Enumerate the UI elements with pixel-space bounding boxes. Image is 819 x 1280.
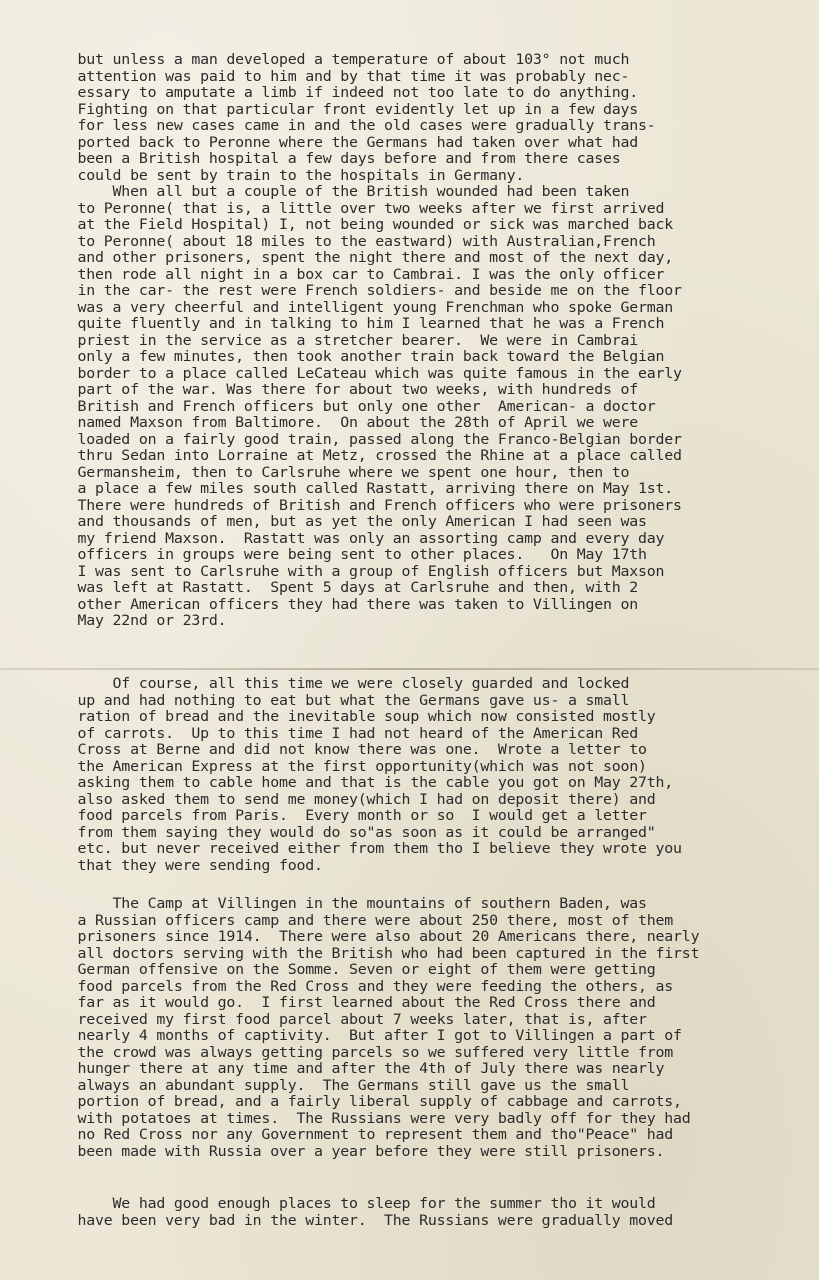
paragraph-4 [60, 1196, 800, 1229]
text-line: far as it would go. I first learned about the Red Cross there and [60, 994, 656, 1011]
text-line: portion of bread, and a fairly liberal supply of cabbage and carrots, [60, 1093, 682, 1110]
paragraph-2 [60, 676, 800, 874]
text-line: border to a place called LeCateau which was quite famous in the early [60, 364, 682, 382]
text-line: other American officers they had there was taken to Villingen on [60, 595, 639, 613]
text-line: Cross at Berne and did not know there was one. Wrote a letter to [60, 741, 647, 758]
text-line: officers in groups were being sent to other places. On May 17th [60, 546, 647, 563]
text-line: etc. but never received either from them tho I believe they wrote you [60, 840, 682, 857]
text-line: been made with Russia over a year before they were still prisoners. [60, 1142, 665, 1160]
text-line: up and had nothing to eat but what the Germans gave us- a small [60, 691, 630, 709]
text-line: the crowd was always getting parcels so we suffered very little from [60, 1043, 674, 1061]
text-line: asking them to cable home and that is the cable you got on May 27th, [60, 774, 674, 791]
text-line: that they were sending food. [60, 856, 323, 874]
text-line: my friend Maxson. Rastatt was only an assorting camp and every day [60, 529, 665, 547]
text-line: a place a few miles south called Rastatt, arriving there on May 1st. [60, 480, 674, 497]
text-line: priest in the service as a stretcher bearer. We were in Cambrai [60, 331, 639, 349]
text-line: May 22nd or 23rd. [60, 612, 227, 629]
text-line: loaded on a fairly good train, passed along the Franco-Belgian border [60, 430, 682, 448]
text-line: all doctors serving with the British who had been captured in the first [60, 944, 700, 962]
text-line: received my first food parcel about 7 weeks later, that is, after [60, 1010, 647, 1028]
text-line: at the Field Hospital) I, not being wounded or sick was marched back [60, 216, 674, 233]
text-line: was a very cheerful and intelligent young Frenchman who spoke German [60, 298, 674, 316]
text-line: then rode all night in a box car to Cambrai. I was the only officer [60, 265, 665, 283]
text-line: could be sent by train to the hospitals in Germany. [60, 166, 525, 184]
text-line: in the car- the rest were French soldiers- and beside me on the floor [60, 282, 682, 299]
text-line: thru Sedan into Lorraine at Metz, crossed the Rhine at a place called [60, 447, 682, 464]
text-line: attention was paid to him and by that time it was probably nec- [60, 67, 630, 85]
paragraph-1 [60, 52, 800, 630]
text-line: no Red Cross nor any Government to represent them and tho"Peace" had [60, 1126, 674, 1143]
text-line: Of course, all this time we were closely guarded and locked [60, 675, 630, 692]
text-line: I was sent to Carlsruhe with a group of English officers but Maxson [60, 562, 665, 580]
text-line: food parcels from Paris. Every month or so I would get a letter [60, 807, 647, 824]
text-line: always an abundant supply. The Germans still gave us the small [60, 1076, 630, 1094]
text-line: essary to amputate a limb if indeed not too late to do anything. [60, 84, 639, 101]
text-line: There were hundreds of British and French officers who were prisoners [60, 496, 682, 514]
text-line: prisoners since 1914. There were also about 20 Americans there, nearly [60, 928, 700, 945]
text-line: was left at Rastatt. Spent 5 days at Carlsruhe and then, with 2 [60, 579, 639, 596]
text-line: with potatoes at times. The Russians were very badly off for they had [60, 1109, 691, 1127]
text-line: named Maxson from Baltimore. On about the 28th of April we were [60, 414, 639, 431]
text-line: but unless a man developed a temperature of about 103° not much [60, 51, 630, 68]
text-line: part of the war. Was there for about two weeks, with hundreds of [60, 381, 639, 398]
text-line: Fighting on that particular front evidently let up in a few days [60, 100, 639, 118]
text-line: and thousands of men, but as yet the only American I had seen was [60, 513, 647, 530]
text-line: Germansheim, then to Carlsruhe where we spent one hour, then to [60, 463, 630, 481]
text-line: a Russian officers camp and there were about 250 there, most of them [60, 911, 674, 929]
text-line: nearly 4 months of captivity. But after I got to Villingen a part of [60, 1027, 682, 1044]
text-line: hunger there at any time and after the 4th of July there was nearly [60, 1060, 665, 1077]
text-line: the American Express at the first opportunity(which was not soon) [60, 757, 647, 775]
paragraph-3 [60, 896, 800, 1160]
text-line: When all but a couple of the British wounded had been taken [60, 183, 630, 200]
text-line: ration of bread and the inevitable soup which now consisted mostly [60, 708, 656, 725]
text-line: British and French officers but only one other American- a doctor [60, 397, 656, 415]
text-line: of carrots. Up to this time I had not heard of the American Red [60, 724, 639, 742]
text-line: have been very bad in the winter. The Russians were gradually moved [60, 1211, 674, 1229]
text-line: been a British hospital a few days before and from there cases [60, 150, 621, 167]
text-line: food parcels from the Red Cross and they were feeding the others, as [60, 977, 674, 995]
text-line: and other prisoners, spent the night there and most of the next day, [60, 249, 674, 266]
text-line: from them saying they would do so"as soon as it could be arranged" [60, 823, 656, 841]
text-line: to Peronne( that is, a little over two weeks after we first arrived [60, 199, 665, 217]
text-line: to Peronne( about 18 miles to the eastward) with Australian,French [60, 232, 656, 250]
text-line: German offensive on the Somme. Seven or eight of them were getting [60, 961, 656, 978]
text-line: The Camp at Villingen in the mountains of southern Baden, was [60, 895, 647, 912]
text-line: only a few minutes, then took another train back toward the Belgian [60, 348, 665, 365]
text-line: also asked them to send me money(which I had on deposit there) and [60, 790, 656, 808]
paper-fold-line [0, 668, 819, 670]
text-line: ported back to Peronne where the Germans had taken over what had [60, 133, 639, 151]
text-line: We had good enough places to sleep for the summer tho it would [60, 1195, 656, 1212]
text-line: quite fluently and in talking to him I learned that he was a French [60, 315, 665, 332]
text-line: for less new cases came in and the old cases were gradually trans- [60, 117, 656, 134]
